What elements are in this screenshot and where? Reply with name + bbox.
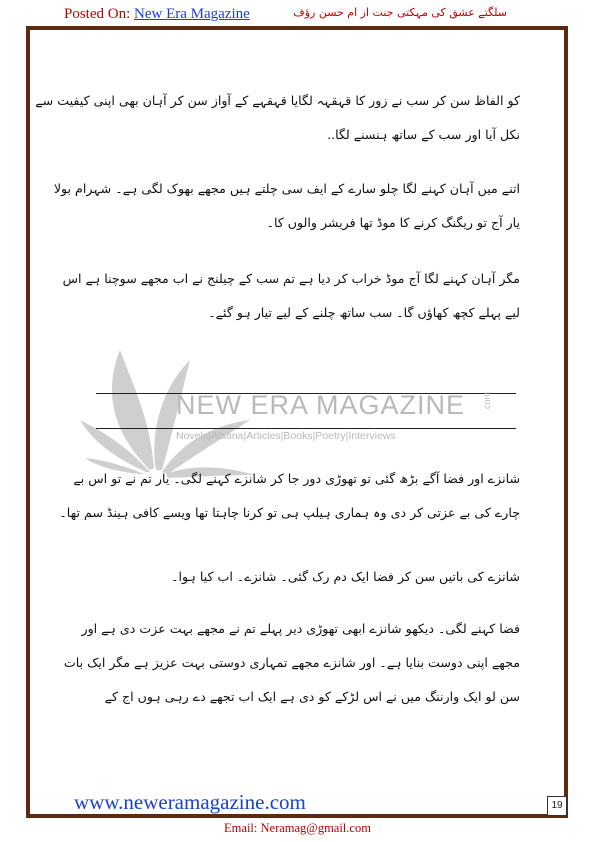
paragraph-line: سن لو ایک وارننگ میں نے اس لڑکے کو دی ہے ایک اب تجھے دے رہی ہوں اج کے [104,689,520,704]
paragraph-line: کو الفاظ سن کر سب نے زور کا قہقہہ لگایا قہقہے کے آواز سن کر آہان بھی اپنی کیفیت سے [35,93,520,108]
paragraph-4 [59,462,520,530]
paragraph-3 [62,262,520,330]
story-title: سلگتے عشق کی مہکتی جنت از ام حسن رؤف [293,6,507,19]
watermark-suffix: .com [482,392,492,412]
paragraph-1 [35,84,520,152]
posted-on [64,6,250,23]
paragraph-5 [80,560,520,594]
posted-label: Posted On: [64,6,131,22]
email-address[interactable]: Email: Neramag@gmail.com [224,821,371,835]
paragraph-line: مجھے اپنی دوست بنایا ہے۔ اور شانزے مجھے تمہاری دوستی بہت عزیز ہے مگر ایک بات [63,655,520,670]
watermark-title: NEW ERA MAGAZINE [176,390,466,420]
paragraph-line: لیے پہلے کچھ کھاؤں گا۔ سب ساتھ چلنے کے لیے تیار ہو گئے۔ [208,305,520,320]
paragraph-line: شانزے اور فضا آگے بڑھ گئی تو تھوڑی دور جا کر شانزے کہنے لگی۔ یار تم نے تو اس بے [73,471,520,486]
paragraph-line: چارے کی بے عزتی کر دی وہ ہماری ہیلپ ہی تو کرنا چاہتا تھا ویسے کافی ہینڈ سم تھا۔ [59,505,520,520]
watermark-tagline: Novels|Afsana|Articles|Books|Poetry|Interviews [176,430,396,442]
paragraph-2 [53,172,520,240]
paragraph-line: شانزے کی باتیں سن کر فضا ایک دم رک گئی۔ شانزے۔ اب کیا ہوا۔ [171,569,520,584]
website-link[interactable]: www.neweramagazine.com [74,790,306,814]
page-header [0,4,595,26]
paragraph-6 [63,612,520,714]
paragraph-line: یار آج تو ریگنگ کرنے کا موڈ تھا فریشر والوں کا۔ [266,215,520,230]
watermark-rule-bottom [96,428,516,429]
magazine-link[interactable]: New Era Magazine [134,6,250,22]
paragraph-line: مگر آہان کہنے لگا آج موڈ خراب کر دیا ہے تم سب کے چیلنج نے اب مجھے سوچنا ہے اس [62,271,520,286]
paragraph-line: فضا کہنے لگی۔ دیکھو شانزے ابھی تھوڑی دیر پہلے تم نے مجھے بہت عزت دی ہے اور [81,621,520,636]
paragraph-line: اتنے میں آہان کہنے لگا چلو سارے کے ایف سی چلتے ہیں مجھے بھوک لگی ہے۔ شہرام بولا [53,181,520,196]
page-number: 19 [547,796,567,816]
paragraph-line: نکل آیا اور سب کے ساتھ ہنسنے لگا.. [327,127,520,142]
